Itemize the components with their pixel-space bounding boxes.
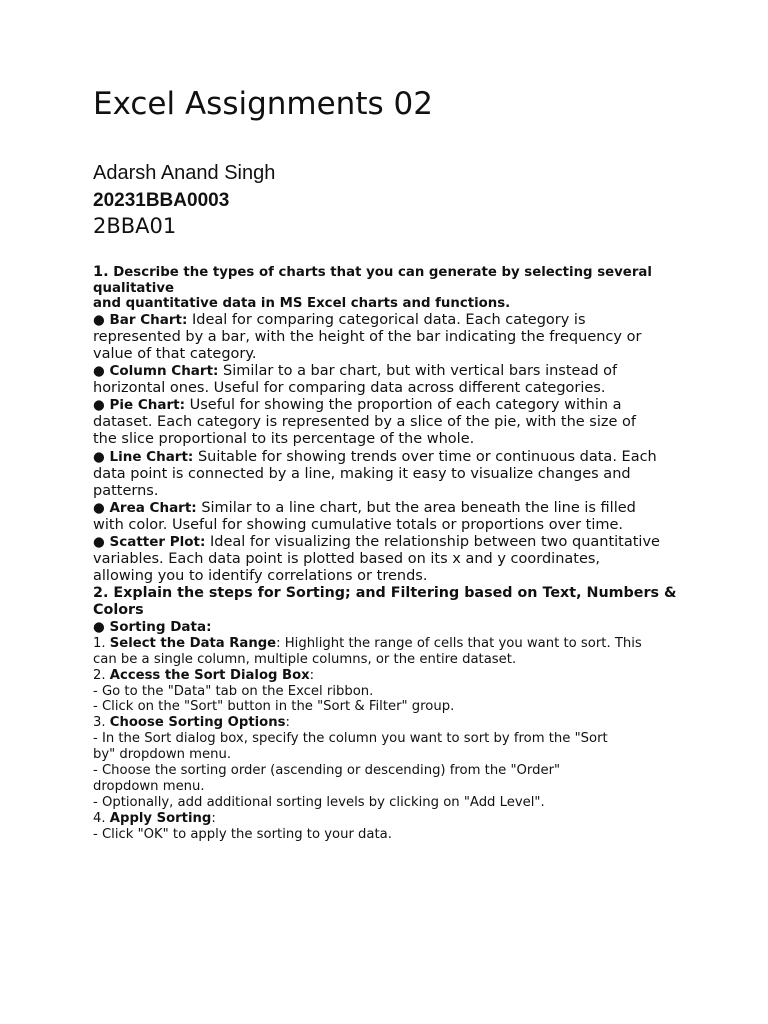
chart-type-term: Column Chart: bbox=[109, 363, 219, 380]
chart-type-item bbox=[93, 363, 678, 397]
bullet-glyph: ● bbox=[93, 499, 105, 516]
chart-type-item bbox=[93, 397, 678, 448]
step-line: dropdown menu. bbox=[93, 778, 205, 794]
step-line: - Optionally, add additional sorting levels by clicking on "Add Level". bbox=[93, 794, 545, 810]
question-1 bbox=[93, 265, 678, 312]
item-line: the slice proportional to its percentage of the whole. bbox=[93, 431, 475, 448]
item-line: represented by a bar, with the height of the bar indicating the frequency or bbox=[93, 328, 642, 345]
item-line: variables. Each data point is plotted based on its x and y coordinates, bbox=[93, 551, 601, 568]
step-number: 1. bbox=[93, 635, 106, 651]
step-number: 3. bbox=[93, 715, 106, 731]
item-line: dataset. Each category is represented by a slice of the pie, with the size of bbox=[93, 414, 636, 431]
item-line: Suitable for showing trends over time or continuous data. Each bbox=[197, 448, 657, 465]
chart-type-item bbox=[93, 449, 678, 500]
sorting-step bbox=[93, 668, 678, 716]
item-line: patterns. bbox=[93, 482, 159, 499]
bullet-glyph: ● bbox=[93, 363, 105, 380]
question-2-line: 2. Explain the steps for Sorting; and Filtering based on Text, Numbers & bbox=[93, 585, 677, 602]
chart-type-item bbox=[93, 500, 678, 534]
sorting-step bbox=[93, 636, 678, 668]
question-1-number: 1. bbox=[93, 264, 109, 280]
step-text: : bbox=[285, 715, 290, 731]
chart-type-item bbox=[93, 534, 678, 585]
step-title: Apply Sorting bbox=[109, 810, 212, 826]
bullet-glyph: ● bbox=[93, 397, 105, 414]
step-number: 4. bbox=[93, 810, 106, 826]
bullet-glyph: ● bbox=[93, 311, 105, 328]
step-line: - Click "OK" to apply the sorting to your data. bbox=[93, 826, 392, 842]
item-line: Similar to a bar chart, but with vertical bars instead of bbox=[223, 363, 618, 380]
step-title: Select the Data Range bbox=[109, 635, 277, 651]
bullet-glyph: ● bbox=[93, 534, 105, 550]
step-line: - Click on the "Sort" button in the "Sort & Filter" group. bbox=[93, 699, 455, 715]
item-line: with color. Useful for showing cumulative totals or proportions over time. bbox=[93, 516, 624, 533]
item-line: value of that category. bbox=[93, 345, 257, 362]
step-text: : bbox=[211, 810, 216, 826]
chart-type-item bbox=[93, 312, 678, 363]
question-1-line: Describe the types of charts that you can generate by selecting several qualitative bbox=[93, 265, 652, 296]
roll-number: 20231BBA0003 bbox=[93, 190, 230, 211]
step-line: - Choose the sorting order (ascending or descending) from the "Order" bbox=[93, 763, 561, 779]
chart-type-term: Scatter Plot: bbox=[109, 534, 206, 550]
bullet-glyph: ● bbox=[93, 448, 105, 465]
question-2 bbox=[93, 585, 678, 619]
item-line: Similar to a line chart, but the area beneath the line is filled bbox=[201, 499, 636, 516]
item-line: allowing you to identify correlations or trends. bbox=[93, 568, 428, 585]
item-line: horizontal ones. Useful for comparing data across different categories. bbox=[93, 380, 606, 397]
sorting-heading: ● Sorting Data: bbox=[93, 619, 212, 636]
sorting-step bbox=[93, 715, 678, 810]
document-body bbox=[93, 265, 678, 843]
document-title: Excel Assignments 02 bbox=[93, 86, 433, 122]
chart-type-term: Pie Chart: bbox=[109, 397, 185, 414]
chart-type-term: Line Chart: bbox=[109, 448, 194, 465]
question-1-line: and quantitative data in MS Excel charts and functions. bbox=[93, 296, 511, 312]
step-text: : bbox=[309, 667, 315, 683]
chart-type-term: Bar Chart: bbox=[109, 311, 188, 328]
step-line: can be a single column, multiple columns, or the entire dataset. bbox=[93, 651, 517, 667]
item-line: data point is connected by a line, making it easy to visualize changes and bbox=[93, 465, 631, 482]
step-line: - Go to the "Data" tab on the Excel ribbon. bbox=[93, 683, 374, 699]
chart-type-term: Area Chart: bbox=[109, 499, 197, 516]
step-text: : Highlight the range of cells that you want to sort. This bbox=[276, 635, 642, 651]
step-line: - In the Sort dialog box, specify the column you want to sort by from the "Sort bbox=[93, 731, 608, 747]
item-line: Ideal for visualizing the relationship between two quantitative bbox=[210, 534, 660, 550]
sorting-step bbox=[93, 811, 678, 843]
author-name: Adarsh Anand Singh bbox=[93, 162, 276, 184]
step-number: 2. bbox=[93, 667, 106, 683]
item-line: Useful for showing the proportion of each category within a bbox=[189, 397, 622, 414]
step-title: Access the Sort Dialog Box bbox=[109, 667, 310, 683]
question-2-line: Colors bbox=[93, 602, 144, 619]
step-title: Choose Sorting Options bbox=[109, 715, 286, 731]
item-line: Ideal for comparing categorical data. Each category is bbox=[192, 311, 586, 328]
step-line: by" dropdown menu. bbox=[93, 747, 232, 763]
class-section: 2BBA01 bbox=[93, 214, 177, 238]
